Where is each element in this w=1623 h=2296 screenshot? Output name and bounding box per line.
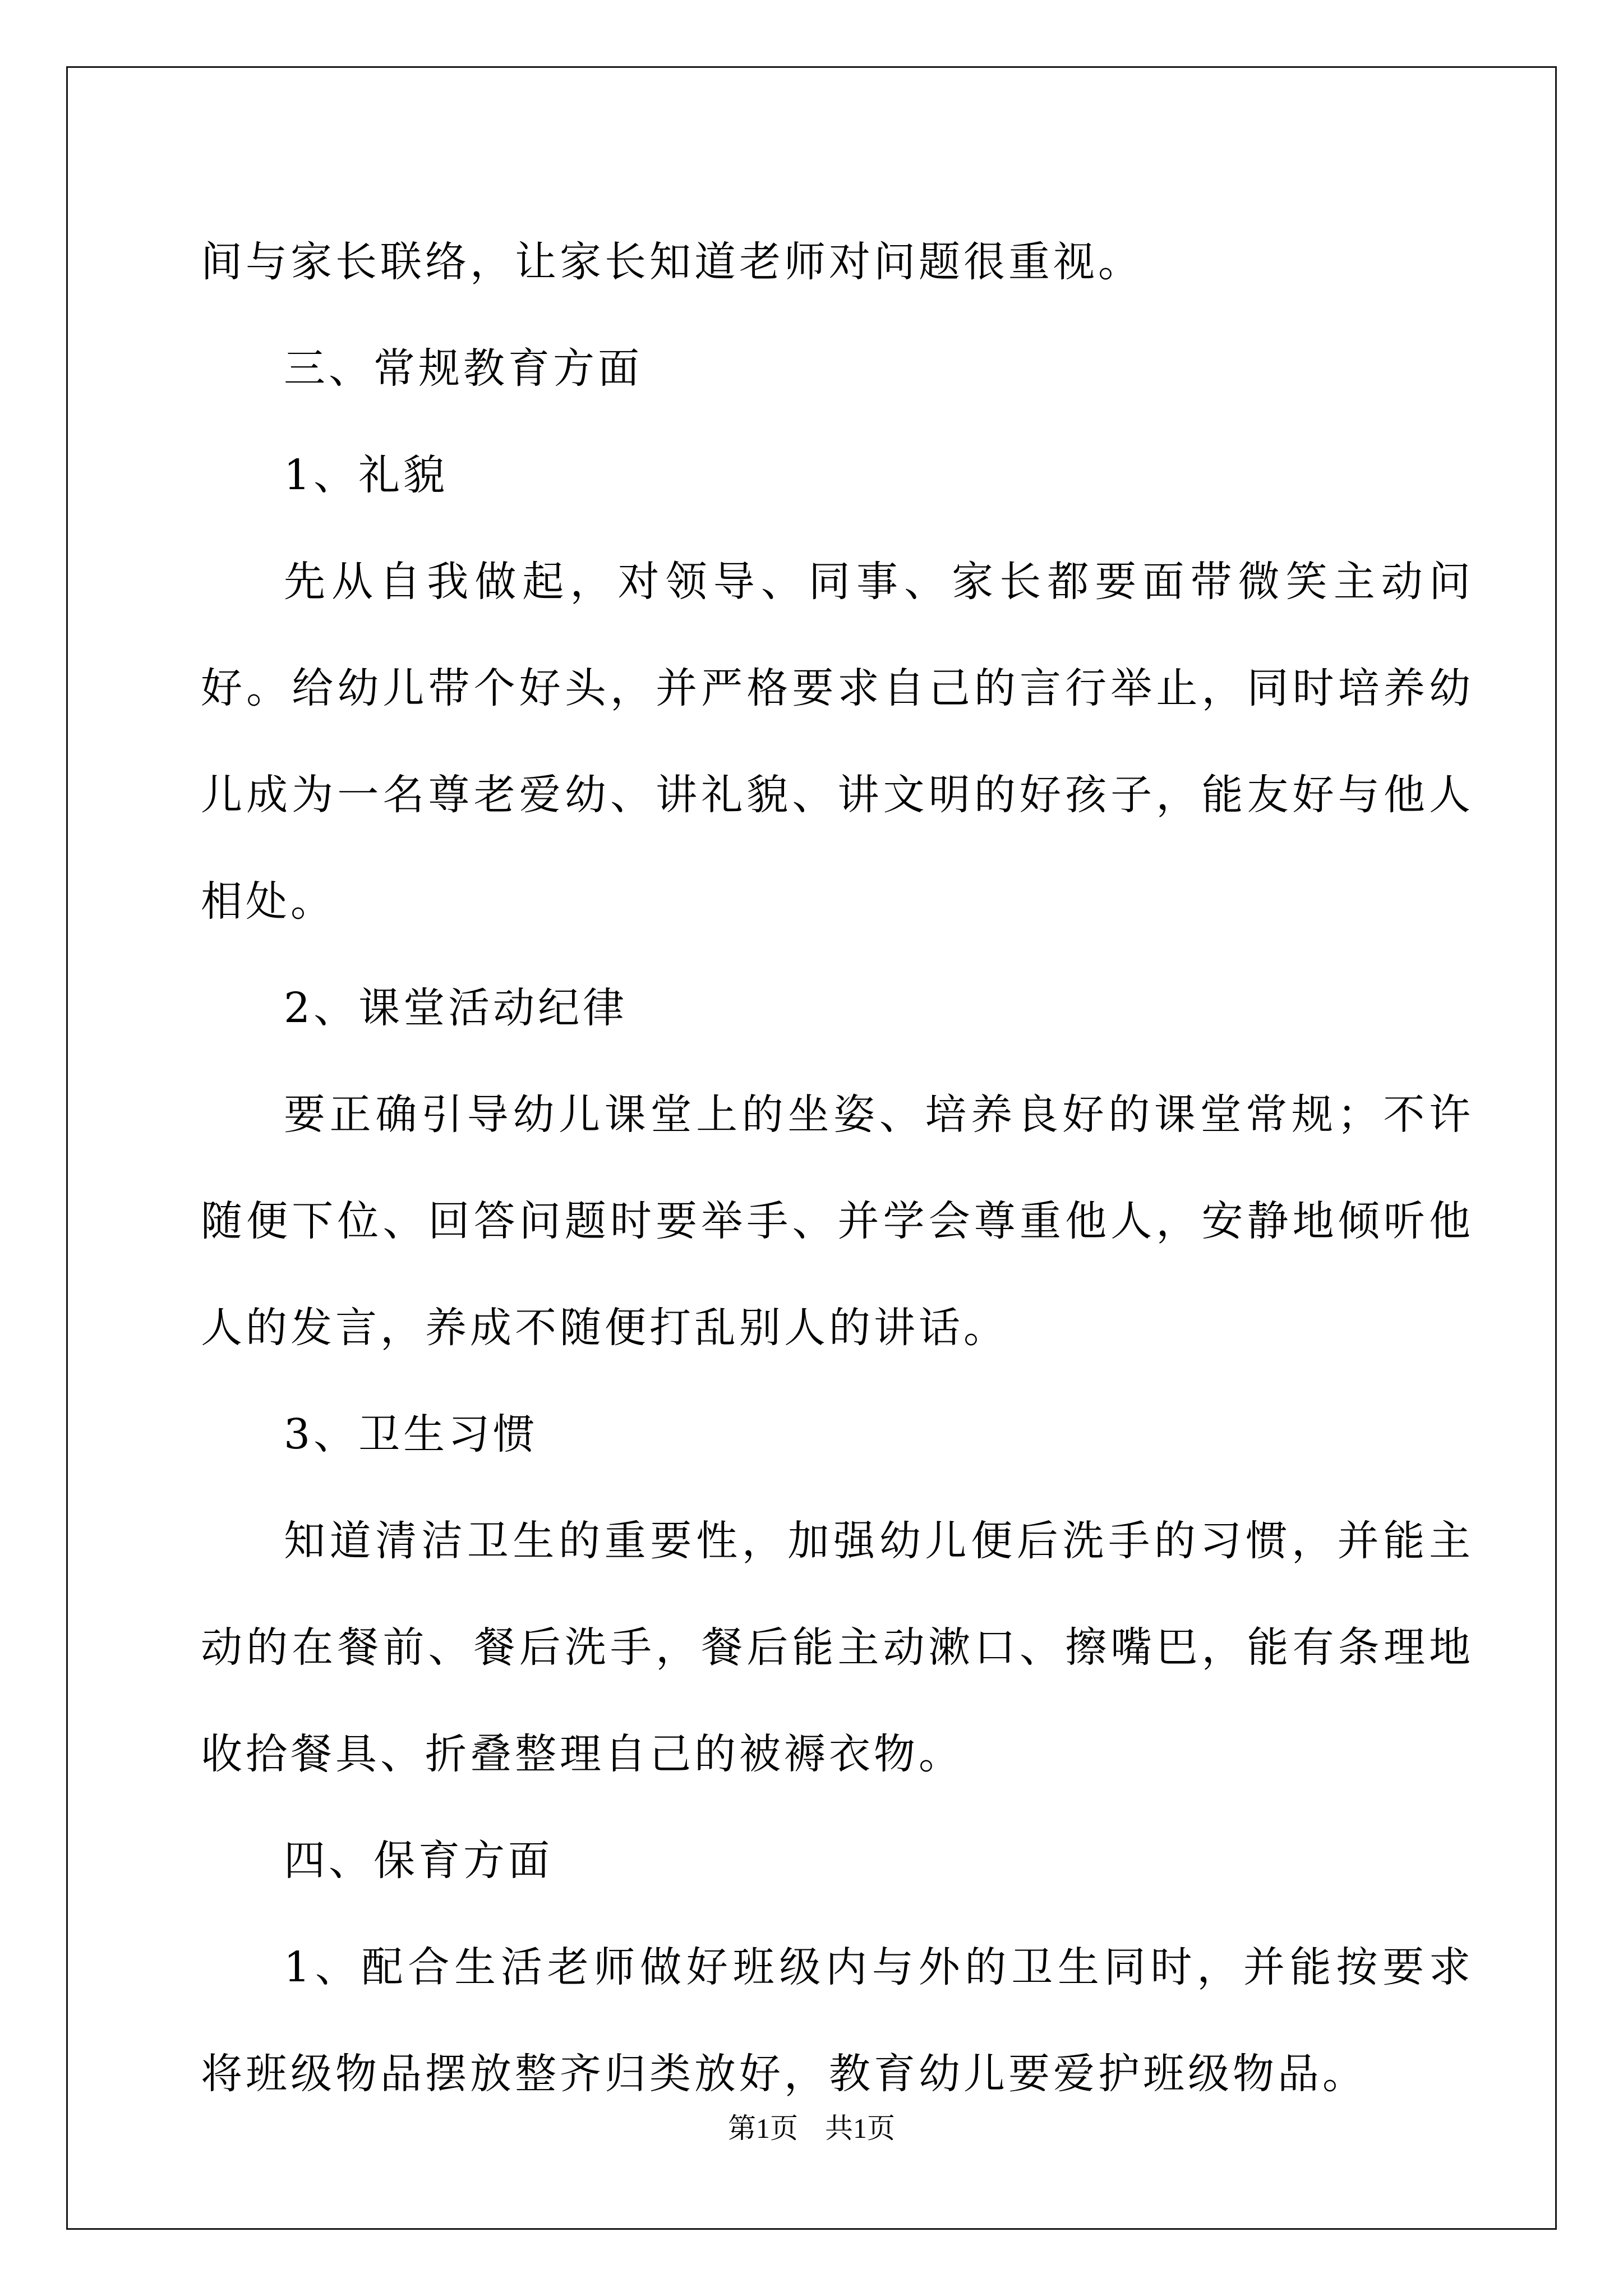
page-number-current: 第1页 <box>728 2113 798 2144</box>
paragraph-childcare: 1、配合生活老师做好班级内与外的卫生同时，并能按要求将班级物品摆放整齐归类放好，教育幼儿要爱护班级物品。 <box>201 1943 1474 2098</box>
document-body <box>201 209 1474 2127</box>
page-number-total: 共1页 <box>825 2113 895 2144</box>
page-footer <box>0 2111 1623 2145</box>
subheading-classroom-discipline: 2、课堂活动纪律 <box>284 984 628 1032</box>
subheading-manners: 1、礼貌 <box>284 451 449 499</box>
section-heading-routine-education: 三、常规教育方面 <box>284 344 643 393</box>
paragraph-manners: 先从自我做起，对领导、同事、家长都要面带微笑主动问好。给幼儿带个好头，并严格要求自己的言行举止，同时培养幼儿成为一名尊老爱幼、讲礼貌、讲文明的好孩子，能友好与他人相处。 <box>201 558 1474 926</box>
paragraph-classroom-discipline: 要正确引导幼儿课堂上的坐姿、培养良好的课堂常规；不许随便下位、回答问题时要举手、并学会尊重他人，安静地倾听他人的发言，养成不随便打乱别人的讲话。 <box>201 1091 1474 1352</box>
paragraph-hygiene-habits: 知道清洁卫生的重要性，加强幼儿便后洗手的习惯，并能主动的在餐前、餐后洗手，餐后能主动漱口、擦嘴巴，能有条理地收拾餐具、折叠整理自己的被褥衣物。 <box>201 1517 1474 1778</box>
subheading-hygiene-habits: 3、卫生习惯 <box>284 1410 538 1458</box>
section-heading-childcare: 四、保育方面 <box>284 1837 553 1885</box>
paragraph-continuation: 间与家长联络，让家长知道老师对问题很重视。 <box>201 238 1143 286</box>
